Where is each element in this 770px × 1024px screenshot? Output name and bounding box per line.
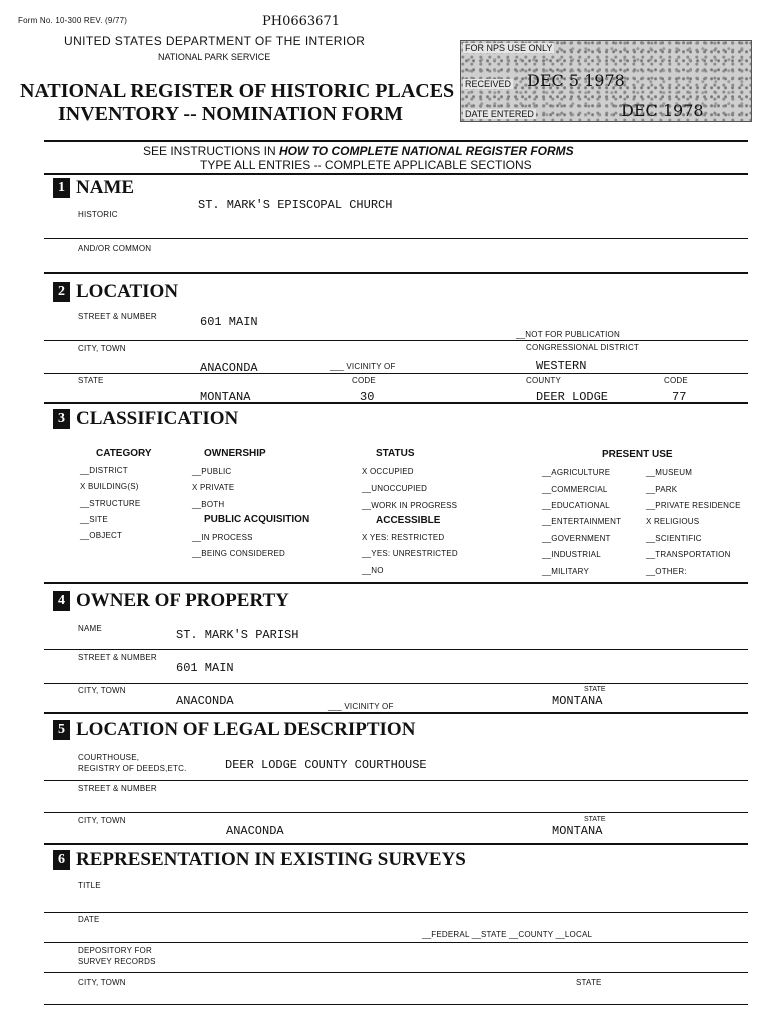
instructions-line2: TYPE ALL ENTRIES -- COMPLETE APPLICABLE SECTIONS: [200, 158, 532, 172]
divider: [44, 238, 748, 239]
form-title-line1: NATIONAL REGISTER OF HISTORIC PLACES: [20, 80, 455, 102]
divider: [44, 942, 748, 943]
divider: [44, 140, 748, 142]
divider: [44, 712, 748, 714]
code-label: CODE: [352, 376, 376, 385]
divider: [44, 843, 748, 845]
owner-name-label: NAME: [78, 624, 102, 633]
instructions-line1: [143, 144, 574, 158]
divider: [44, 972, 748, 973]
street-value: 601 MAIN: [200, 315, 258, 329]
street-label: STREET & NUMBER: [78, 312, 157, 321]
use-option: __AGRICULTURE: [542, 468, 611, 477]
congressional-district-value: WESTERN: [536, 359, 587, 373]
use-option: __TRANSPORTATION: [646, 550, 731, 559]
city-label: CITY, TOWN: [78, 344, 126, 353]
section-number: 1: [53, 178, 70, 198]
divider: [44, 1004, 748, 1005]
vicinity-of: ___ VICINITY OF: [330, 362, 396, 371]
owner-city-value: ANACONDA: [176, 694, 234, 708]
use-option: __GOVERNMENT: [542, 534, 611, 543]
control-number: PH0663671: [262, 14, 340, 29]
section-title-classification: CLASSIFICATION: [76, 408, 239, 429]
county-code-label: CODE: [664, 376, 688, 385]
owner-state-value: MONTANA: [552, 694, 603, 708]
status-heading: STATUS: [376, 448, 415, 459]
state-label: STATE: [78, 376, 104, 385]
survey-date-label: DATE: [78, 915, 100, 924]
divider: [44, 272, 748, 274]
category-option: __STRUCTURE: [80, 499, 141, 508]
nps-use-stamp: [460, 40, 752, 122]
category-option: __DISTRICT: [80, 466, 128, 475]
divider: [44, 582, 748, 584]
divider: [44, 173, 748, 175]
divider: [44, 373, 748, 374]
courthouse-label: COURTHOUSE,: [78, 753, 140, 762]
section-number: 5: [53, 720, 70, 740]
divider: [44, 340, 748, 341]
city-label: CITY, TOWN: [78, 978, 126, 987]
status-option: X OCCUPIED: [362, 467, 414, 476]
status-option: __WORK IN PROGRESS: [362, 501, 458, 510]
congressional-district-label: CONGRESSIONAL DISTRICT: [526, 343, 640, 352]
received-label: RECEIVED: [465, 79, 512, 89]
accessible-heading: ACCESSIBLE: [376, 515, 441, 526]
state-value: MONTANA: [200, 390, 251, 404]
acquisition-option: __BEING CONSIDERED: [192, 549, 285, 558]
category-option: __SITE: [80, 515, 108, 524]
status-option: __UNOCCUPIED: [362, 484, 428, 493]
date-entered-label: DATE ENTERED: [465, 109, 534, 119]
divider: [44, 683, 748, 684]
ownership-option: __BOTH: [192, 500, 225, 509]
section-number: 6: [53, 850, 70, 870]
divider: [44, 912, 748, 913]
section-title-owner: OWNER OF PROPERTY: [76, 590, 289, 611]
common-name-label: AND/OR COMMON: [78, 244, 152, 253]
owner-name-value: ST. MARK'S PARISH: [176, 628, 299, 642]
use-option: __PRIVATE RESIDENCE: [646, 501, 741, 510]
section-title-location: LOCATION: [76, 281, 179, 302]
street-label: STREET & NUMBER: [78, 784, 157, 793]
survey-title-label: TITLE: [78, 881, 101, 890]
section-title-surveys: REPRESENTATION IN EXISTING SURVEYS: [76, 849, 466, 870]
divider: [44, 780, 748, 781]
ownership-option: X PRIVATE: [192, 483, 235, 492]
use-option: __MUSEUM: [646, 468, 693, 477]
use-option: __INDUSTRIAL: [542, 550, 601, 559]
city-label: CITY, TOWN: [78, 686, 126, 695]
section-number: 3: [53, 409, 70, 429]
acquisition-heading: PUBLIC ACQUISITION: [204, 514, 310, 525]
date-entered-value: DEC 1978: [621, 101, 704, 120]
nps-use-label: FOR NPS USE ONLY: [465, 43, 553, 53]
ownership-option: __PUBLIC: [192, 467, 232, 476]
county-value: DEER LODGE: [536, 390, 609, 404]
state-code-value: 30: [360, 390, 375, 404]
use-option: X RELIGIOUS: [646, 517, 700, 526]
received-date: DEC 5 1978: [527, 71, 625, 90]
use-option: __OTHER:: [646, 567, 687, 576]
not-for-publication: __NOT FOR PUBLICATION: [516, 330, 620, 339]
use-option: __ENTERTAINMENT: [542, 517, 622, 526]
historic-label: HISTORIC: [78, 210, 118, 219]
instructions-text: SEE INSTRUCTIONS IN: [143, 144, 280, 158]
accessible-option: X YES: RESTRICTED: [362, 533, 445, 542]
use-option: __PARK: [646, 485, 678, 494]
state-label: STATE: [576, 978, 602, 987]
accessible-option: __NO: [362, 566, 384, 575]
category-heading: CATEGORY: [96, 448, 152, 459]
county-label: COUNTY: [526, 376, 561, 385]
accessible-option: __YES: UNRESTRICTED: [362, 549, 458, 558]
vicinity-of: ___ VICINITY OF: [328, 702, 394, 711]
divider: [44, 649, 748, 650]
use-option: __COMMERCIAL: [542, 485, 608, 494]
survey-level-options: __FEDERAL __STATE __COUNTY __LOCAL: [422, 930, 593, 939]
form-title-line2: INVENTORY -- NOMINATION FORM: [58, 103, 404, 125]
street-label: STREET & NUMBER: [78, 653, 157, 662]
present-use-heading: PRESENT USE: [602, 449, 673, 460]
depository-label: DEPOSITORY FOR: [78, 946, 152, 955]
registry-label: REGISTRY OF DEEDS,ETC.: [78, 764, 187, 773]
use-option: __EDUCATIONAL: [542, 501, 610, 510]
courthouse-value: DEER LODGE COUNTY COURTHOUSE: [225, 758, 427, 772]
section-number: 2: [53, 282, 70, 302]
owner-street-value: 601 MAIN: [176, 661, 234, 675]
service-name: NATIONAL PARK SERVICE: [158, 52, 271, 62]
survey-records-label: SURVEY RECORDS: [78, 957, 156, 966]
use-option: __SCIENTIFIC: [646, 534, 702, 543]
section-number: 4: [53, 591, 70, 611]
form-number: Form No. 10-300 REV. (9/77): [18, 16, 128, 25]
city-label: CITY, TOWN: [78, 816, 126, 825]
category-option: __OBJECT: [80, 531, 123, 540]
instructions-form-title: HOW TO COMPLETE NATIONAL REGISTER FORMS: [279, 144, 574, 158]
ownership-heading: OWNERSHIP: [204, 448, 266, 459]
legal-state-value: MONTANA: [552, 824, 603, 838]
divider: [44, 402, 748, 404]
divider: [44, 812, 748, 813]
use-option: __MILITARY: [542, 567, 590, 576]
city-value: ANACONDA: [200, 361, 258, 375]
category-option: X BUILDING(S): [80, 482, 139, 491]
department-name: UNITED STATES DEPARTMENT OF THE INTERIOR: [64, 34, 366, 48]
county-code-value: 77: [672, 390, 687, 404]
state-label: STATE: [584, 686, 606, 693]
state-label: STATE: [584, 816, 606, 823]
acquisition-option: __IN PROCESS: [192, 533, 253, 542]
section-title-name: NAME: [76, 177, 135, 198]
section-title-legal-description: LOCATION OF LEGAL DESCRIPTION: [76, 719, 416, 740]
historic-name-value: ST. MARK'S EPISCOPAL CHURCH: [198, 198, 393, 212]
legal-city-value: ANACONDA: [226, 824, 284, 838]
